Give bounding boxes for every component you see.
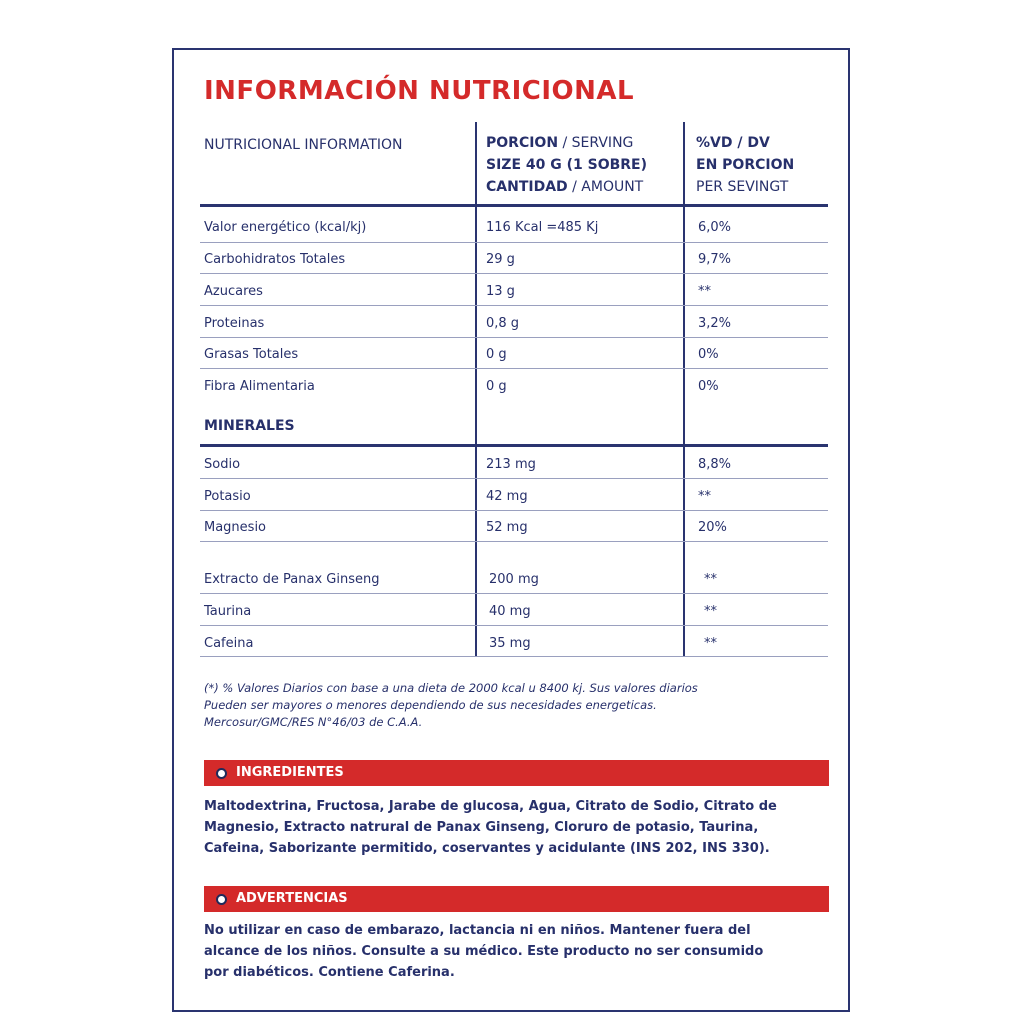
other-amount: 200 mg bbox=[489, 572, 539, 587]
footnote-line: Pueden ser mayores o menores dependiendo de sus necesidades energeticas. bbox=[204, 698, 657, 712]
other-name: Cafeina bbox=[204, 636, 254, 651]
other-dv: ** bbox=[704, 636, 717, 651]
footnote-line: (*) % Valores Diarios con base a una dieta de 2000 kcal u 8400 kj. Sus valores diarios bbox=[204, 681, 698, 695]
ingredients-line: Magnesio, Extracto natrural de Panax Ginseng, Cloruro de potasio, Taurina, bbox=[204, 820, 759, 835]
nutrient-amount: 13 g bbox=[486, 284, 515, 299]
nutrition-label-card bbox=[172, 48, 850, 1012]
ingredients-heading: INGREDIENTES bbox=[236, 765, 344, 780]
row-divider bbox=[200, 337, 828, 338]
nutrient-dv: ** bbox=[698, 284, 711, 299]
mineral-dv: 8,8% bbox=[698, 457, 732, 472]
mineral-name: Magnesio bbox=[204, 520, 267, 535]
mineral-dv: 20% bbox=[698, 520, 727, 535]
nutrient-amount: 0,8 g bbox=[486, 316, 520, 331]
nutrient-dv: 9,7% bbox=[698, 252, 732, 267]
nutrient-name: Grasas Totales bbox=[204, 347, 299, 362]
ingredients-text bbox=[204, 796, 824, 859]
ingredients-line: Cafeina, Saborizante permitido, coservantes y acidulante (INS 202, INS 330). bbox=[204, 841, 770, 856]
header-dv-column bbox=[696, 132, 794, 198]
row-divider bbox=[200, 593, 828, 594]
row-divider bbox=[200, 273, 828, 274]
warnings-line: alcance de los niños. Consulte a su médico. Este producto no ser consumido bbox=[204, 944, 764, 959]
header-dv-line1: %VD / DV bbox=[696, 135, 770, 151]
header-amount-label: / AMOUNT bbox=[567, 179, 644, 195]
row-divider bbox=[200, 478, 828, 479]
other-dv: ** bbox=[704, 604, 717, 619]
footnote-line: Mercosur/GMC/RES N°46/03 de C.A.A. bbox=[204, 715, 423, 729]
mineral-amount: 213 mg bbox=[486, 457, 536, 472]
nutrient-dv: 0% bbox=[698, 347, 719, 362]
mineral-dv: ** bbox=[698, 489, 711, 504]
header-serving-label: / SERVING bbox=[558, 135, 634, 151]
header-rule bbox=[200, 204, 828, 207]
footnote bbox=[204, 680, 824, 731]
header-quantity-label: CANTIDAD bbox=[486, 179, 568, 195]
warnings-heading: ADVERTENCIAS bbox=[236, 891, 348, 906]
row-divider bbox=[200, 541, 828, 542]
nutrient-name: Valor energético (kcal/kj) bbox=[204, 220, 367, 235]
row-divider bbox=[200, 625, 828, 626]
row-divider bbox=[200, 510, 828, 511]
mineral-amount: 42 mg bbox=[486, 489, 528, 504]
row-divider bbox=[200, 242, 828, 243]
header-serving-size: SIZE 40 G (1 SOBRE) bbox=[486, 157, 648, 173]
mineral-amount: 52 mg bbox=[486, 520, 528, 535]
nutrient-amount: 116 Kcal =485 Kj bbox=[486, 220, 599, 235]
header-portion-label: PORCION bbox=[486, 135, 559, 151]
nutrient-dv: 0% bbox=[698, 379, 719, 394]
nutrient-amount: 0 g bbox=[486, 379, 507, 394]
nutrient-name: Carbohidratos Totales bbox=[204, 252, 346, 267]
minerals-rule bbox=[200, 444, 828, 447]
ingredients-banner bbox=[204, 760, 829, 786]
other-name: Taurina bbox=[204, 604, 252, 619]
header-dv-line3: PER SEVINGT bbox=[696, 179, 789, 195]
column-divider-2 bbox=[683, 122, 685, 656]
page-title: INFORMACIÓN NUTRICIONAL bbox=[204, 76, 635, 106]
mineral-name: Potasio bbox=[204, 489, 251, 504]
nutrient-name: Proteinas bbox=[204, 316, 265, 331]
other-amount: 40 mg bbox=[489, 604, 531, 619]
header-nutrient-column: NUTRICIONAL INFORMATION bbox=[204, 137, 403, 153]
nutrient-dv: 6,0% bbox=[698, 220, 732, 235]
mineral-name: Sodio bbox=[204, 457, 241, 472]
header-dv-line2: EN PORCION bbox=[696, 157, 795, 173]
bullet-circle-icon bbox=[216, 768, 227, 779]
row-divider bbox=[200, 368, 828, 369]
other-name: Extracto de Panax Ginseng bbox=[204, 572, 380, 587]
ingredients-line: Maltodextrina, Fructosa, Jarabe de glucosa, Agua, Citrato de Sodio, Citrato de bbox=[204, 799, 777, 814]
nutrient-name: Azucares bbox=[204, 284, 263, 299]
nutrient-amount: 0 g bbox=[486, 347, 507, 362]
row-divider bbox=[200, 656, 828, 657]
nutrient-name: Fibra Alimentaria bbox=[204, 379, 315, 394]
warnings-line: por diabéticos. Contiene Caferina. bbox=[204, 965, 455, 980]
header-amount-column bbox=[486, 132, 647, 198]
column-divider-1 bbox=[475, 122, 477, 656]
other-dv: ** bbox=[704, 572, 717, 587]
warnings-banner bbox=[204, 886, 829, 912]
warnings-text bbox=[204, 920, 824, 983]
minerals-heading: MINERALES bbox=[204, 418, 295, 434]
other-amount: 35 mg bbox=[489, 636, 531, 651]
warnings-line: No utilizar en caso de embarazo, lactancia ni en niños. Mantener fuera del bbox=[204, 923, 751, 938]
bullet-circle-icon bbox=[216, 894, 227, 905]
row-divider bbox=[200, 305, 828, 306]
nutrient-dv: 3,2% bbox=[698, 316, 732, 331]
nutrient-amount: 29 g bbox=[486, 252, 515, 267]
